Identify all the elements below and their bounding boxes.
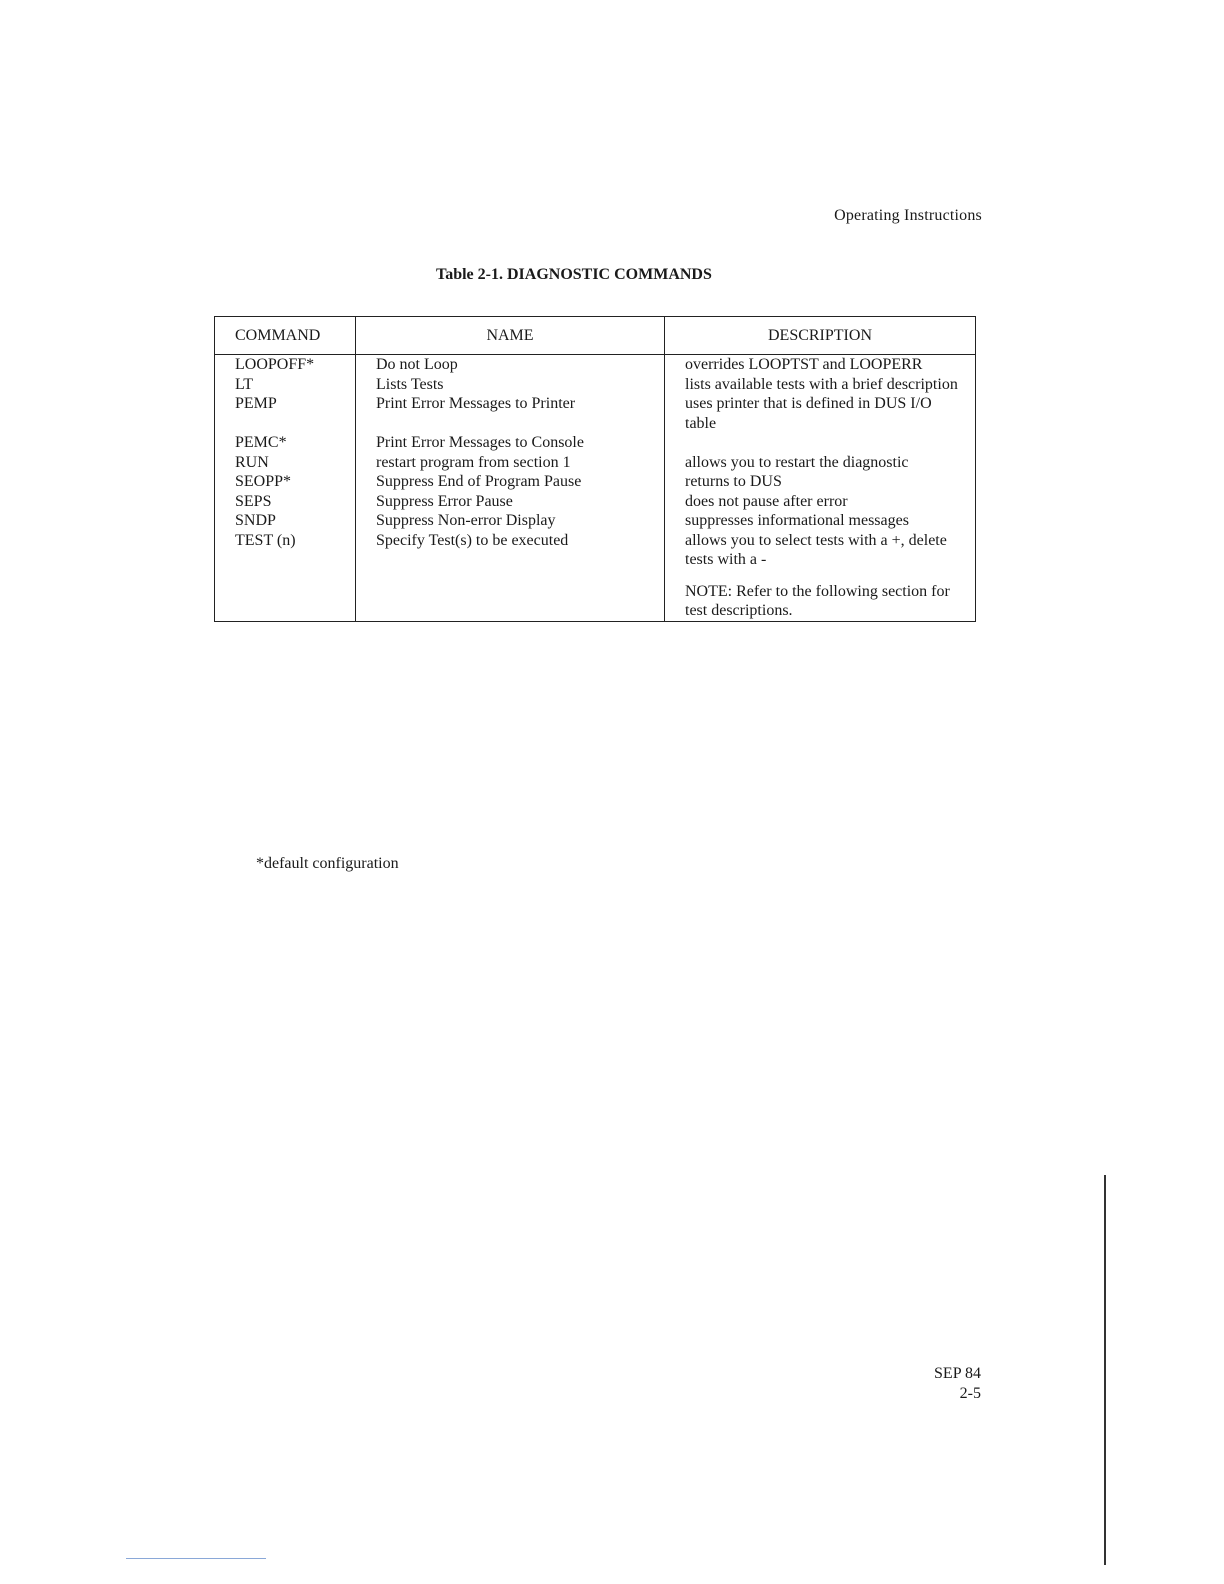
command-cell: RUN: [215, 453, 356, 473]
command-cell: LOOPOFF*: [215, 355, 356, 375]
description-cell: returns to DUS: [685, 473, 782, 490]
command-cell-empty: [215, 582, 356, 622]
command-cell: PEMP: [215, 394, 356, 433]
page-number: 2-5: [959, 1385, 981, 1402]
name-cell: Suppress End of Program Pause: [356, 472, 665, 492]
table-row: [215, 472, 976, 492]
command-cell: SEPS: [215, 492, 356, 512]
footer-date: SEP 84: [934, 1365, 981, 1382]
table-row: [215, 453, 976, 473]
name-cell: restart program from section 1: [356, 453, 665, 473]
name-cell: Do not Loop: [356, 355, 665, 375]
footnote: *default configuration: [256, 855, 399, 872]
table-row: [215, 433, 976, 453]
command-cell: SNDP: [215, 511, 356, 531]
description-cell: [665, 433, 976, 453]
command-cell: PEMC*: [215, 433, 356, 453]
scan-artifact-line: [126, 1558, 266, 1559]
running-header: Operating Instructions: [834, 207, 982, 224]
table-row: [215, 492, 976, 512]
description-cell: suppresses informational messages: [685, 512, 909, 529]
description-cell: does not pause after error: [685, 492, 848, 510]
command-cell: LT: [215, 375, 356, 395]
column-header-command: COMMAND: [215, 317, 356, 355]
description-cell: lists available tests with a brief description: [685, 375, 958, 393]
table-row: [215, 531, 976, 582]
name-cell-empty: [356, 582, 665, 622]
description-cell: overrides LOOPTST and LOOPERR: [685, 356, 923, 373]
table-row: [215, 355, 976, 375]
command-cell: TEST (n): [215, 531, 356, 582]
name-cell: Print Error Messages to Console: [356, 433, 665, 453]
diagnostic-commands-table: [214, 316, 976, 622]
table-header-row: [215, 317, 976, 355]
name-cell: Print Error Messages to Printer: [356, 394, 665, 433]
table-row: [215, 375, 976, 395]
name-cell: Suppress Error Pause: [356, 492, 665, 512]
table-row: [215, 511, 976, 531]
column-header-name: NAME: [356, 317, 665, 355]
name-cell: Lists Tests: [356, 375, 665, 395]
name-cell: Suppress Non-error Display: [356, 511, 665, 531]
table-row-note: [215, 582, 976, 622]
name-cell: Specify Test(s) to be executed: [356, 531, 665, 582]
table-title: Table 2-1. DIAGNOSTIC COMMANDS: [436, 266, 712, 283]
description-cell: allows you to select tests with a +, delete tests with a -: [685, 531, 947, 568]
column-header-description: DESCRIPTION: [665, 317, 976, 355]
description-cell: allows you to restart the diagnostic: [685, 453, 909, 471]
scan-binding-edge: [1104, 1175, 1106, 1565]
page-footer: [934, 1364, 981, 1404]
table-note: NOTE: Refer to the following section for test descriptions.: [685, 582, 950, 619]
description-cell: uses printer that is defined in DUS I/O table: [685, 395, 932, 432]
command-cell: SEOPP*: [215, 472, 356, 492]
table-row: [215, 394, 976, 433]
